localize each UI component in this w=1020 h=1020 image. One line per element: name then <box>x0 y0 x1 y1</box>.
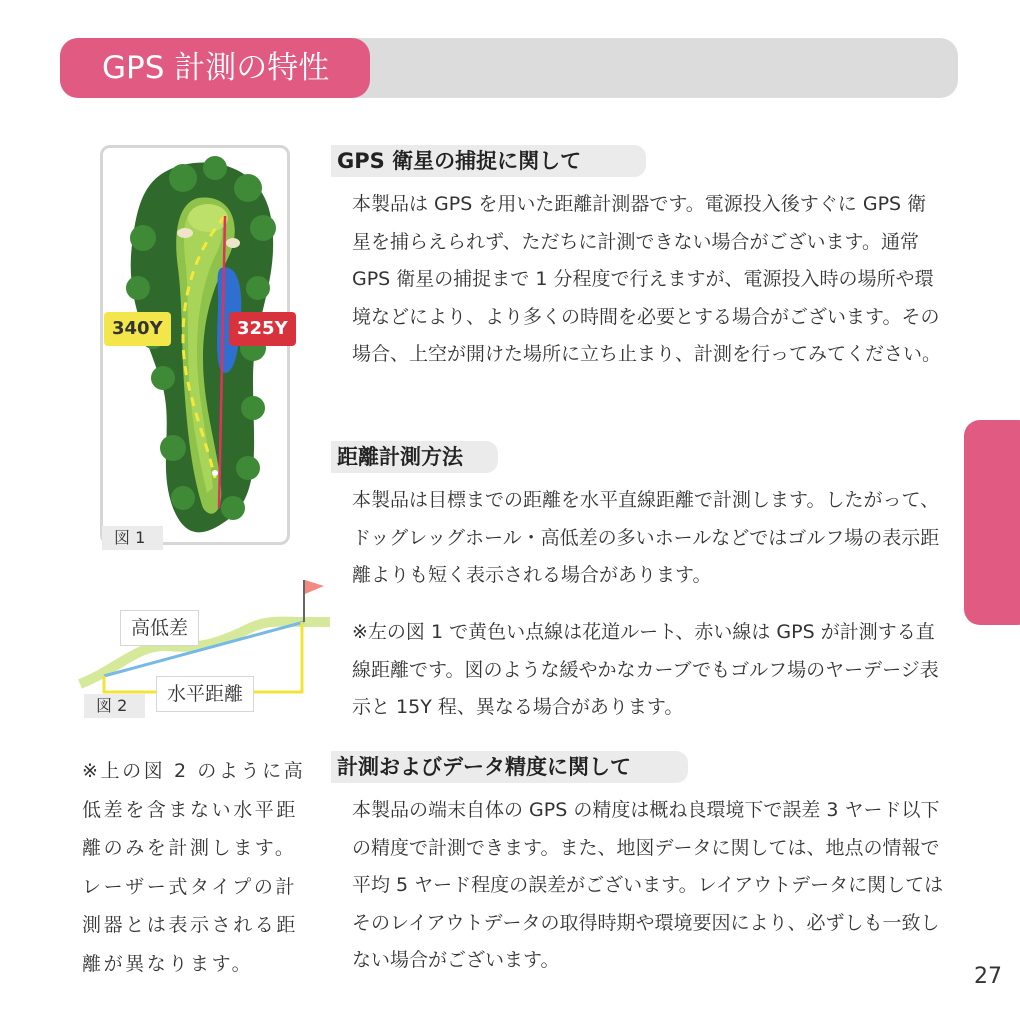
figure-2-label: 図 2 <box>84 694 145 718</box>
elevation-label: 高低差 <box>120 610 199 646</box>
page-number: 27 <box>974 964 1002 989</box>
horizontal-distance-label: 水平距離 <box>156 676 254 712</box>
section-heading-distance-method: 距離計測方法 <box>331 441 498 473</box>
section-note-figure-1: ※左の図 1 で黄色い点線は花道ルート、赤い線は GPS が計測する直線距離です。図のような緩やかなカーブでもゴルフ場のヤーデージ表示と 15Y 程、異なる場合があります。 <box>352 621 939 718</box>
section-body-gps-acquisition: 本製品は GPS を用いた距離計測器です。電源投入後すぐに GPS 衛星を捕らえられず、ただちに計測できない場合がございます。通常 GPS 衛星の捕捉まで 1 分程度で行えますが、電源投入時の場所や環境などにより、より多くの時間を必要とする場合がございます。その場合、上空が開けた場所に立ち止まり、計測を行ってみてください。 <box>352 193 942 365</box>
page-title: GPS 計測の特性 <box>60 38 370 98</box>
section-body-data-accuracy: 本製品の端末自体の GPS の精度は概ね良環境下で誤差 3 ヤード以下の精度で計測できます。また、地図データに関しては、地点の情報で平均 5 ヤード程度の誤差がございます。レイアウトデータに関してはそのレイアウトデータの取得時期や環境要因により、必ずしも一致しない場合がございます。 <box>352 799 944 971</box>
left-note-text: ※上の図 2 のように高低差を含まない水平距離のみを計測します。レーザー式タイプの計測器とは表示される距離が異なります。 <box>82 760 306 975</box>
section-body-distance-method: 本製品は目標までの距離を水平直線距離で計測します。したがって、ドッグレッグホール・高低差の多いホールなどではゴルフ場の表示距離よりも短く表示される場合があります。 <box>352 489 940 586</box>
yellow-yardage-label: 340Y <box>104 312 171 346</box>
figure-1-label: 図 1 <box>102 526 163 550</box>
red-yardage-label: 325Y <box>229 312 296 346</box>
section-heading-gps-acquisition: GPS 衛星の捕捉に関して <box>331 145 646 177</box>
side-index-tab <box>964 420 1020 625</box>
section-heading-data-accuracy: 計測およびデータ精度に関して <box>331 751 688 783</box>
